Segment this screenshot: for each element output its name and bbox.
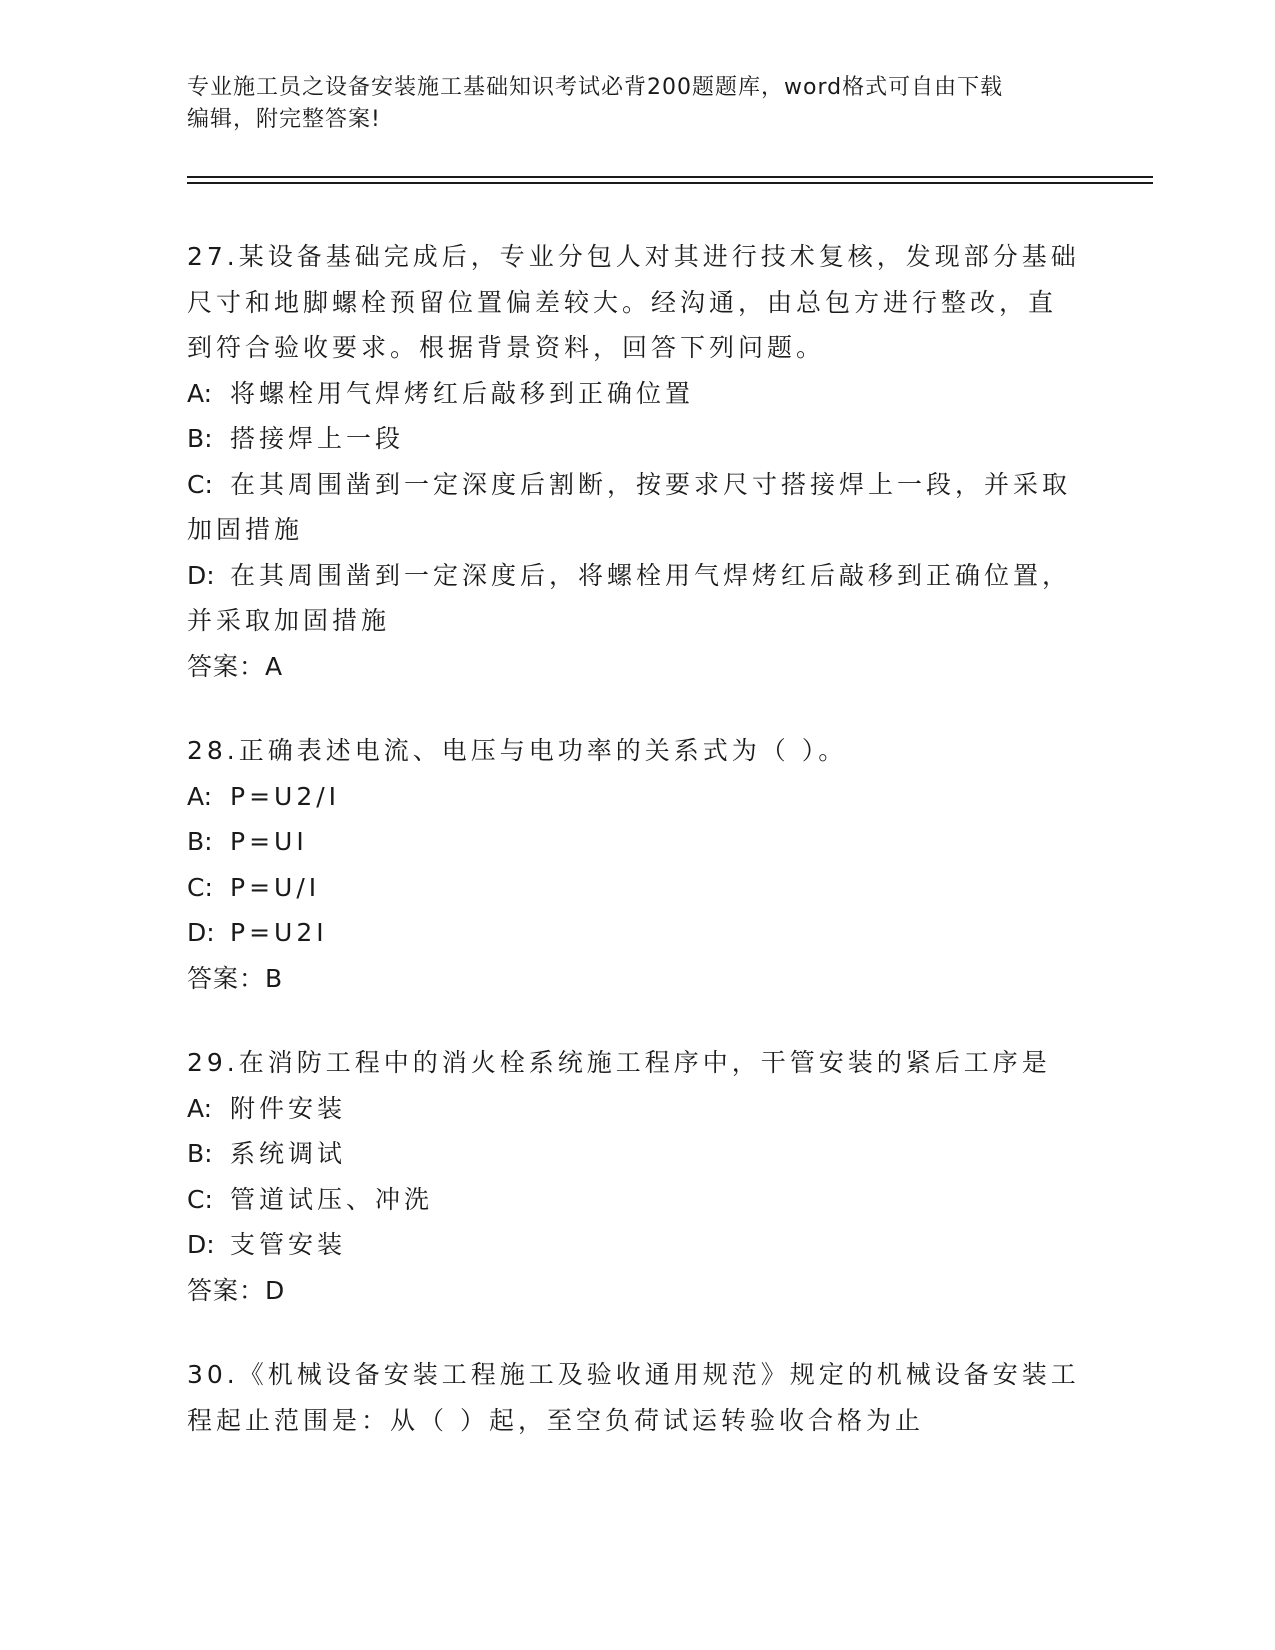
- option-c: [187, 1177, 1087, 1223]
- option-label: B:: [187, 827, 213, 856]
- answer-line: 答案：A: [187, 651, 284, 681]
- option-label: A:: [187, 781, 213, 811]
- option-label: A:: [187, 1093, 213, 1123]
- option-text: P=U/I: [230, 872, 321, 902]
- option-label: D:: [187, 918, 215, 947]
- question-stem-line: 30.《机械设备安装工程施工及验收通用规范》规定的机械设备安装工: [187, 1360, 1080, 1389]
- option-d: [187, 910, 1087, 956]
- option-text: 附件安装: [230, 1093, 347, 1123]
- option-text: 将螺栓用气焊烤红后敲移到正确位置: [230, 378, 695, 408]
- question-stem-line: 27.某设备基础完成后，专业分包人对其进行技术复核，发现部分基础: [187, 242, 1080, 271]
- option-c: [187, 865, 1087, 911]
- question-28: [187, 728, 1087, 1001]
- option-label: C:: [187, 872, 213, 902]
- option-label: C:: [187, 1184, 213, 1214]
- question-stem-line: 程起止范围是：从（ ）起，至空负荷试运转验收合格为止: [187, 1405, 924, 1435]
- question-stem-line: 尺寸和地脚螺栓预留位置偏差较大。经沟通，由总包方进行整改，直: [187, 287, 1058, 317]
- question-stem-line: 28.正确表述电流、电压与电功率的关系式为（ ）。: [187, 736, 848, 765]
- answer-line: 答案：B: [187, 963, 284, 993]
- header-divider-top: [187, 176, 1153, 178]
- option-c: [187, 462, 1087, 508]
- option-label: B:: [187, 1139, 213, 1168]
- option-text: P=UI: [230, 827, 308, 856]
- option-d-continued: 并采取加固措施: [187, 606, 391, 635]
- option-text: P=U2/I: [230, 781, 341, 811]
- option-a: [187, 371, 1087, 417]
- document-header: [187, 72, 1087, 136]
- option-a: [187, 774, 1087, 820]
- option-text: 在其周围凿到一定深度后割断，按要求尺寸搭接焊上一段，并采取: [230, 469, 1072, 499]
- question-29: [187, 1040, 1087, 1313]
- option-label: A:: [187, 378, 213, 408]
- option-b: [187, 416, 1087, 462]
- option-text: 支管安装: [230, 1230, 347, 1259]
- option-c-continued: 加固措施: [187, 515, 304, 544]
- question-stem-line: 到符合验收要求。根据背景资料，回答下列问题。: [187, 333, 826, 362]
- option-text: 搭接焊上一段: [230, 424, 405, 453]
- question-list: [187, 234, 1087, 1482]
- option-label: D:: [187, 1230, 215, 1259]
- question-30: [187, 1352, 1087, 1443]
- option-a: [187, 1086, 1087, 1132]
- header-line-2: 编辑，附完整答案!: [187, 107, 381, 132]
- option-d: [187, 1222, 1087, 1268]
- option-text: P=U2I: [230, 918, 328, 947]
- option-text: 管道试压、冲洗: [230, 1184, 434, 1214]
- option-label: C:: [187, 469, 213, 499]
- option-label: B:: [187, 424, 213, 453]
- option-text: 在其周围凿到一定深度后，将螺栓用气焊烤红后敲移到正确位置，: [230, 560, 1072, 590]
- question-stem-line: 29.在消防工程中的消火栓系统施工程序中，干管安装的紧后工序是: [187, 1048, 1051, 1077]
- header-divider-bottom: [187, 182, 1153, 184]
- option-b: [187, 819, 1087, 865]
- option-text: 系统调试: [230, 1139, 347, 1168]
- option-label: D:: [187, 560, 215, 590]
- option-d: [187, 553, 1087, 599]
- answer-line: 答案：D: [187, 1275, 286, 1305]
- question-27: [187, 234, 1087, 689]
- header-line-1: 专业施工员之设备安装施工基础知识考试必背200题题库，word格式可自由下载: [187, 75, 1004, 100]
- option-b: [187, 1131, 1087, 1177]
